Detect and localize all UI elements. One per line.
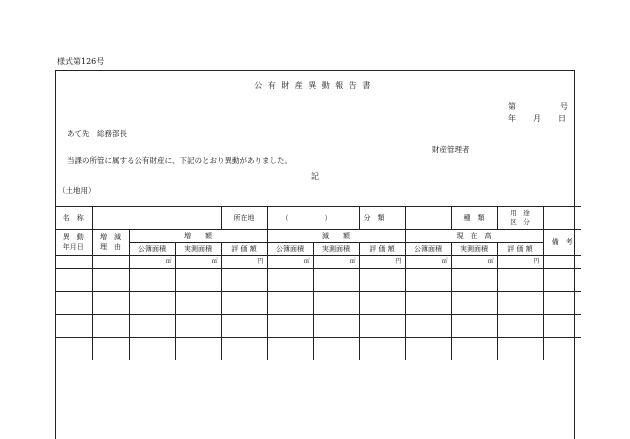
current-header-cell: 現 在 高 — [405, 230, 543, 243]
day-label: 日 — [558, 114, 566, 123]
reason-cell[interactable] — [92, 315, 129, 338]
increase-public-area-cell[interactable] — [129, 315, 175, 338]
table-row — [55, 338, 581, 361]
table-row — [55, 269, 581, 292]
decrease-actual-area-cell[interactable] — [313, 315, 359, 338]
remarks-cell[interactable] — [543, 292, 581, 315]
table-header-row-2 — [55, 243, 581, 256]
current-actual-area-cell[interactable] — [451, 292, 497, 315]
decrease-actual-area-cell[interactable] — [313, 338, 359, 361]
date-cell[interactable] — [55, 315, 92, 338]
current-actual-area-header: 実測面積 — [451, 243, 497, 256]
table-row — [55, 292, 581, 315]
decrease-value-cell[interactable] — [359, 292, 405, 315]
increase-value-cell[interactable] — [221, 292, 267, 315]
form-number: 様式第126号 — [57, 57, 105, 66]
reason-cell[interactable] — [92, 269, 129, 292]
location-input-cell[interactable]: （ ） — [267, 207, 359, 230]
remarks-cell[interactable] — [543, 315, 581, 338]
date-cell[interactable] — [55, 269, 92, 292]
usage-label-cell: 用 途 区 分 — [497, 207, 543, 230]
decrease-actual-area-cell[interactable]: ㎡ — [313, 256, 359, 269]
decrease-public-area-cell[interactable] — [267, 269, 313, 292]
document-number-line — [508, 102, 568, 111]
name-label-cell: 名 称 — [55, 207, 92, 230]
decrease-value-cell[interactable] — [359, 338, 405, 361]
reason-cell[interactable] — [92, 338, 129, 361]
current-actual-area-cell[interactable] — [451, 338, 497, 361]
usage-input-cell[interactable] — [543, 207, 581, 230]
increase-value-cell[interactable]: 円 — [221, 256, 267, 269]
table-row-info — [55, 207, 581, 230]
current-public-area-cell[interactable] — [405, 315, 451, 338]
addressee: あて先 総務部長 — [67, 129, 127, 138]
date-cell[interactable] — [55, 338, 92, 361]
ki-label: 記 — [311, 172, 319, 181]
table-row — [55, 256, 581, 269]
location-label-cell: 所在地 — [221, 207, 267, 230]
decrease-value-cell[interactable]: 円 — [359, 256, 405, 269]
form-title: 公有財産異動報告書 — [254, 81, 376, 90]
number-go-label: 号 — [560, 102, 568, 111]
current-value-cell[interactable] — [497, 292, 543, 315]
current-public-area-cell[interactable] — [405, 292, 451, 315]
category-label-cell: 分 類 — [359, 207, 405, 230]
current-public-area-cell[interactable]: ㎡ — [405, 256, 451, 269]
manager-label: 財産管理者 — [432, 145, 470, 154]
remarks-cell[interactable] — [543, 256, 581, 269]
reason-cell[interactable] — [92, 256, 129, 269]
name-input-cell[interactable] — [92, 207, 221, 230]
remarks-header-cell: 備 考 — [543, 230, 581, 256]
category-input-cell[interactable] — [405, 207, 451, 230]
date-cell[interactable] — [55, 292, 92, 315]
increase-actual-area-cell[interactable] — [175, 315, 221, 338]
decrease-actual-area-cell[interactable] — [313, 269, 359, 292]
decrease-header-cell: 減 額 — [267, 230, 405, 243]
current-public-area-cell[interactable] — [405, 269, 451, 292]
date-cell[interactable] — [55, 256, 92, 269]
increase-public-area-cell[interactable] — [129, 338, 175, 361]
body-text: 当課の所管に属する公有財産に、下記のとおり異動がありました。 — [67, 156, 292, 165]
increase-public-area-cell[interactable] — [129, 269, 175, 292]
increase-value-header: 評 価 額 — [221, 243, 267, 256]
current-value-header: 評 価 額 — [497, 243, 543, 256]
decrease-value-header: 評 価 額 — [359, 243, 405, 256]
current-value-cell[interactable] — [497, 269, 543, 292]
decrease-public-area-cell[interactable] — [267, 338, 313, 361]
increase-value-cell[interactable] — [221, 269, 267, 292]
current-actual-area-cell[interactable] — [451, 315, 497, 338]
increase-value-cell[interactable] — [221, 338, 267, 361]
increase-header-cell: 増 額 — [129, 230, 267, 243]
current-public-area-header: 公簿面積 — [405, 243, 451, 256]
current-actual-area-cell[interactable] — [451, 269, 497, 292]
land-label: （土地用） — [58, 186, 96, 195]
increase-public-area-cell[interactable]: ㎡ — [129, 256, 175, 269]
remarks-cell[interactable] — [543, 338, 581, 361]
table-row — [55, 315, 581, 338]
month-label: 月 — [533, 114, 541, 123]
reason-header-cell: 増 減 理 由 — [92, 230, 129, 256]
decrease-public-area-header: 公簿面積 — [267, 243, 313, 256]
decrease-public-area-cell[interactable] — [267, 315, 313, 338]
increase-actual-area-cell[interactable] — [175, 338, 221, 361]
increase-actual-area-cell[interactable]: ㎡ — [175, 256, 221, 269]
increase-actual-area-cell[interactable] — [175, 269, 221, 292]
decrease-actual-area-header: 実測面積 — [313, 243, 359, 256]
remarks-cell[interactable] — [543, 269, 581, 292]
current-value-cell[interactable] — [497, 338, 543, 361]
decrease-value-cell[interactable] — [359, 269, 405, 292]
increase-value-cell[interactable] — [221, 315, 267, 338]
type-label-cell: 種 類 — [451, 207, 497, 230]
increase-public-area-header: 公簿面積 — [129, 243, 175, 256]
current-actual-area-cell[interactable]: ㎡ — [451, 256, 497, 269]
decrease-public-area-cell[interactable]: ㎡ — [267, 256, 313, 269]
decrease-public-area-cell[interactable] — [267, 292, 313, 315]
decrease-value-cell[interactable] — [359, 315, 405, 338]
current-value-cell[interactable]: 円 — [497, 256, 543, 269]
increase-public-area-cell[interactable] — [129, 292, 175, 315]
current-value-cell[interactable] — [497, 315, 543, 338]
year-label: 年 — [508, 114, 516, 123]
decrease-actual-area-cell[interactable] — [313, 292, 359, 315]
increase-actual-area-cell[interactable] — [175, 292, 221, 315]
current-public-area-cell[interactable] — [405, 338, 451, 361]
number-dai-label: 第 — [508, 102, 516, 111]
increase-actual-area-header: 実測面積 — [175, 243, 221, 256]
date-header-cell: 異 動 年月日 — [55, 230, 92, 256]
reason-cell[interactable] — [92, 292, 129, 315]
asset-change-table — [55, 206, 581, 360]
table-header-row-1 — [55, 230, 581, 243]
